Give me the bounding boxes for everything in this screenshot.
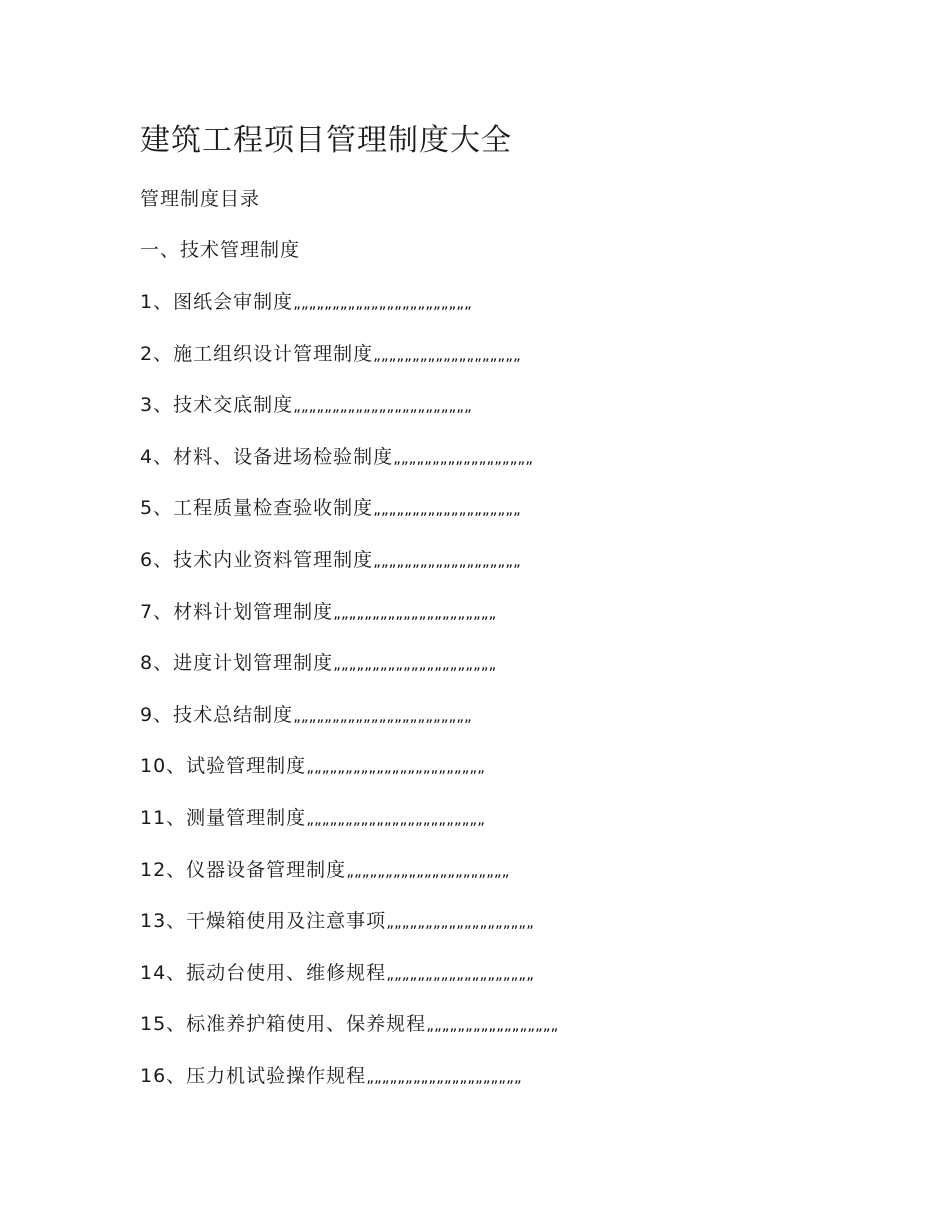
toc-item-label: 10、试验管理制度 bbox=[140, 755, 307, 778]
toc-leader: „„„„„„„„„„„„„„„„„„„„„„„ bbox=[293, 397, 472, 416]
toc-item[interactable] bbox=[140, 546, 558, 598]
toc-item-label: 4、材料、设备进场检验制度 bbox=[140, 445, 394, 468]
toc-item[interactable] bbox=[140, 701, 558, 753]
toc-item-label: 7、材料计划管理制度 bbox=[140, 600, 334, 623]
toc-item-label: 15、标准养护箱使用、保养规程 bbox=[140, 1013, 427, 1036]
section-heading: 一、技术管理制度 bbox=[140, 239, 301, 261]
toc-item[interactable] bbox=[140, 907, 558, 959]
toc-item[interactable] bbox=[140, 804, 558, 856]
toc-item[interactable] bbox=[140, 752, 558, 804]
toc-item[interactable] bbox=[140, 1062, 558, 1114]
toc-leader: „„„„„„„„„„„„„„„„„„„ bbox=[373, 500, 521, 519]
toc-item-label: 16、压力机试验操作规程 bbox=[140, 1064, 367, 1087]
toc-item[interactable] bbox=[140, 598, 558, 650]
toc-leader: „„„„„„„„„„„„„„„„„„ bbox=[393, 448, 533, 467]
toc-item[interactable] bbox=[140, 1010, 558, 1062]
toc-item-label: 13、干燥箱使用及注意事项 bbox=[140, 910, 387, 933]
toc-item-label: 8、进度计划管理制度 bbox=[140, 652, 334, 675]
toc-leader: „„„„„„„„„„„„„„„„„„„„„„„ bbox=[306, 758, 485, 777]
toc-item-label: 3、技术交底制度 bbox=[140, 394, 294, 417]
toc-heading: 管理制度目录 bbox=[140, 188, 261, 210]
document-title: 建筑工程项目管理制度大全 bbox=[140, 123, 512, 158]
toc-leader: „„„„„„„„„„„„„„„„„„„„„„„ bbox=[293, 294, 472, 312]
toc-leader: „„„„„„„„„„„„„„„„„„„ bbox=[386, 913, 534, 932]
toc-item-label: 14、振动台使用、维修规程 bbox=[140, 961, 387, 984]
toc-leader: „„„„„„„„„„„„„„„„„„„„„ bbox=[346, 861, 510, 880]
toc-item-label: 9、技术总结制度 bbox=[140, 703, 294, 726]
toc-item-label: 12、仪器设备管理制度 bbox=[140, 858, 347, 881]
toc-item-label: 6、技术内业资料管理制度 bbox=[140, 548, 374, 571]
toc-item-label: 2、施工组织设计管理制度 bbox=[140, 342, 374, 365]
toc-item[interactable] bbox=[140, 391, 558, 443]
toc-item-label: 1、图纸会审制度 bbox=[140, 291, 294, 313]
toc-item[interactable] bbox=[140, 443, 558, 495]
toc-leader: „„„„„„„„„„„„„„„„„„„ bbox=[386, 964, 534, 983]
toc-leader: „„„„„„„„„„„„„„„„„„„„„„„ bbox=[306, 809, 485, 828]
toc-leader: „„„„„„„„„„„„„„„„„„„ bbox=[373, 551, 521, 570]
toc-item-label: 11、测量管理制度 bbox=[140, 806, 307, 829]
toc-item[interactable] bbox=[140, 288, 558, 340]
toc-leader: „„„„„„„„„„„„„„„„„„„„„ bbox=[333, 655, 497, 674]
table-of-contents bbox=[140, 288, 558, 1114]
toc-item[interactable] bbox=[140, 649, 558, 701]
toc-leader: „„„„„„„„„„„„„„„„„„„ bbox=[373, 345, 521, 364]
toc-leader: „„„„„„„„„„„„„„„„„„„„„ bbox=[333, 603, 497, 622]
toc-item[interactable] bbox=[140, 959, 558, 1011]
toc-item[interactable] bbox=[140, 494, 558, 546]
toc-item[interactable] bbox=[140, 340, 558, 392]
toc-leader: „„„„„„„„„„„„„„„„„„„„„„„ bbox=[293, 706, 472, 725]
toc-item-label: 5、工程质量检查验收制度 bbox=[140, 497, 374, 520]
toc-item[interactable] bbox=[140, 856, 558, 908]
toc-leader: „„„„„„„„„„„„„„„„„ bbox=[426, 1016, 559, 1035]
toc-leader: „„„„„„„„„„„„„„„„„„„„ bbox=[366, 1067, 522, 1086]
